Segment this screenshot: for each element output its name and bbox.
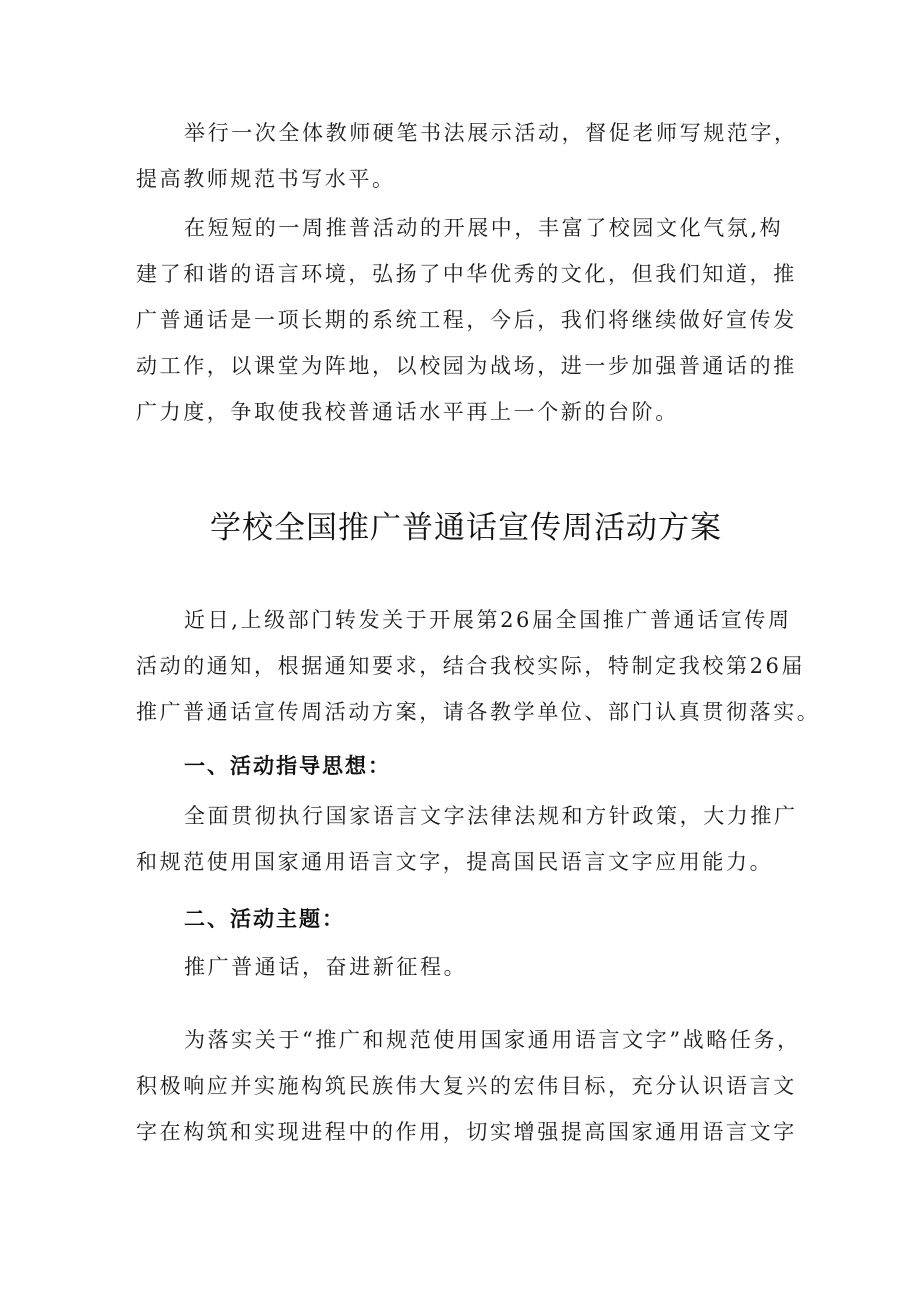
paragraph-line: 近日,上级部门转发关于开展第26届全国推广普通话宣传周 (184, 608, 792, 632)
paragraph-line: 全面贯彻执行国家语言文字法律法规和方针政策，大力推广 (184, 804, 798, 828)
paragraph-theme (136, 944, 796, 990)
paragraph-line: 为落实关于“推广和规范使用国家通用语言文字”战略任务， (184, 1028, 801, 1052)
paragraph-line: 和规范使用国家通用语言文字，提高国民语言文字应用能力。 (136, 850, 774, 874)
section-heading-guiding-ideology: 一、活动指导思想： (184, 754, 391, 778)
paragraph-line: 建了和谐的语言环境，弘扬了中华优秀的文化，但我们知道，推 (136, 262, 797, 286)
paragraph-intro (136, 597, 821, 735)
paragraph-line: 在短短的一周推普活动的开展中，丰富了校园文化气氛,构 (184, 216, 784, 240)
paragraph-line: 推广普通话宣传周活动方案，请各教学单位、部门认真贯彻落实。 (136, 700, 821, 724)
paragraph-line: 举行一次全体教师硬笔书法展示活动，督促老师写规范字， (184, 121, 798, 145)
paragraph-calligraphy-activity (136, 110, 796, 202)
paragraph-line: 广力度，争取使我校普通话水平再上一个新的台阶。 (136, 400, 679, 424)
paragraph-line: 推广普通话，奋进新征程。 (184, 955, 468, 979)
section-heading-theme: 二、活动主题： (184, 907, 345, 931)
paragraph-line: 字在构筑和实现进程中的作用，切实增强提高国家通用语言文字 (136, 1120, 797, 1144)
paragraph-purpose (136, 1017, 801, 1155)
paragraph-summary (136, 205, 796, 435)
paragraph-line: 积极响应并实施构筑民族伟大复兴的宏伟目标，充分认识语言文 (136, 1074, 797, 1098)
document-title: 学校全国推广普通话宣传周活动方案 (210, 510, 722, 546)
paragraph-guiding-ideology (136, 793, 796, 885)
paragraph-line: 广普通话是一项长期的系统工程，今后，我们将继续做好宣传发 (136, 308, 797, 332)
paragraph-line: 提高教师规范书写水平。 (136, 167, 396, 191)
paragraph-line: 动工作，以课堂为阵地，以校园为战场，进一步加强普通话的推 (136, 354, 797, 378)
paragraph-line: 活动的通知，根据通知要求，结合我校实际，特制定我校第26届 (136, 654, 806, 678)
